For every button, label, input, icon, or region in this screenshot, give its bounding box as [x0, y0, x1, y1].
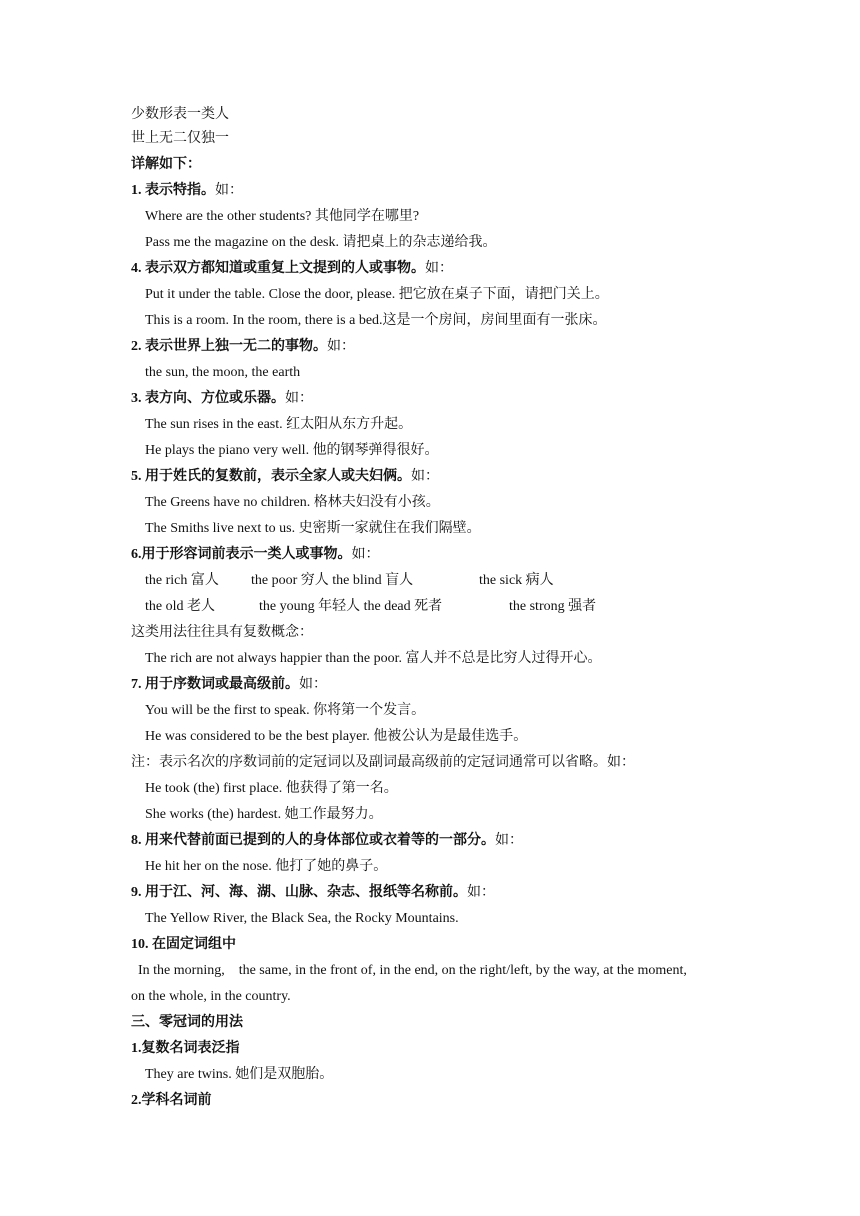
- example-line: Where are the other students? 其他同学在哪里?: [145, 209, 420, 224]
- example-line: The Greens have no children. 格林夫妇没有小孩。: [145, 495, 440, 510]
- rule-heading: 6.用于形容词前表示一类人或事物。如：: [131, 547, 380, 562]
- note-line: 注：表示名次的序数词前的定冠词以及副词最高级前的定冠词通常可以省略。如：: [131, 755, 635, 770]
- text-line: 这类用法往往具有复数概念：: [131, 625, 313, 640]
- rule-heading: 3. 表方向、方位或乐器。如：: [131, 391, 313, 406]
- example-word: the young 年轻人 the dead 死者: [259, 599, 443, 614]
- example-line: She works (the) hardest. 她工作最努力。: [145, 807, 383, 822]
- example-line: He was considered to be the best player. 他被公认为是最佳选手。: [145, 729, 528, 744]
- example-line: You will be the first to speak. 你将第一个发言。: [145, 703, 426, 718]
- example-line: Put it under the table. Close the door, please. 把它放在桌子下面，请把门关上。: [145, 287, 609, 302]
- rule-heading: 10. 在固定词组中: [131, 937, 236, 952]
- example-word: the rich 富人: [145, 573, 219, 588]
- rule-heading: 2.学科名词前: [131, 1093, 212, 1108]
- phrase-list: on the whole, in the country.: [131, 989, 291, 1004]
- example-line: He hit her on the nose. 他打了她的鼻子。: [145, 859, 388, 874]
- example-line: The rich are not always happier than the poor. 富人并不总是比穷人过得开心。: [145, 651, 602, 666]
- example-word: the sick 病人: [479, 573, 554, 588]
- example-line: The sun rises in the east. 红太阳从东方升起。: [145, 417, 413, 432]
- example-line: He took (the) first place. 他获得了第一名。: [145, 781, 398, 796]
- section-heading: 详解如下：: [131, 157, 201, 172]
- example-word: the strong 强者: [509, 599, 597, 614]
- example-line: The Yellow River, the Black Sea, the Rocky Mountains.: [145, 911, 459, 926]
- example-line: Pass me the magazine on the desk. 请把桌上的杂志递给我。: [145, 235, 497, 250]
- example-line: They are twins. 她们是双胞胎。: [145, 1067, 334, 1082]
- rule-heading: 1. 表示特指。如：: [131, 183, 243, 198]
- rule-heading: 9. 用于江、河、海、湖、山脉、杂志、报纸等名称前。如：: [131, 885, 495, 900]
- example-word: the poor 穷人 the blind 盲人: [251, 573, 414, 588]
- example-line: The Smiths live next to us. 史密斯一家就住在我们隔壁。: [145, 521, 481, 536]
- text-line: 少数形表一类人: [131, 107, 229, 122]
- example-line: the sun, the moon, the earth: [145, 365, 301, 380]
- rule-heading: 4. 表示双方都知道或重复上文提到的人或事物。如：: [131, 261, 453, 276]
- rule-heading: 2. 表示世界上独一无二的事物。如：: [131, 339, 355, 354]
- rule-heading: 8. 用来代替前面已提到的人的身体部位或衣着等的一部分。如：: [131, 833, 523, 848]
- rule-heading: 5. 用于姓氏的复数前，表示全家人或夫妇俩。如：: [131, 469, 439, 484]
- example-word: the old 老人: [145, 599, 215, 614]
- section-heading: 三、零冠词的用法: [131, 1015, 243, 1030]
- example-line: He plays the piano very well. 他的钢琴弹得很好。: [145, 443, 439, 458]
- text-line: 世上无二仅独一: [131, 131, 229, 146]
- example-line: This is a room. In the room, there is a bed.这是一个房间，房间里面有一张床。: [145, 313, 607, 328]
- phrase-list: In the morning, the same, in the front of, in the end, on the right/left, by the way, at the moment,: [131, 963, 687, 978]
- example-columns: [145, 597, 705, 617]
- rule-heading: 7. 用于序数词或最高级前。如：: [131, 677, 327, 692]
- example-columns: [145, 571, 705, 591]
- rule-heading: 1.复数名词表泛指: [131, 1041, 240, 1056]
